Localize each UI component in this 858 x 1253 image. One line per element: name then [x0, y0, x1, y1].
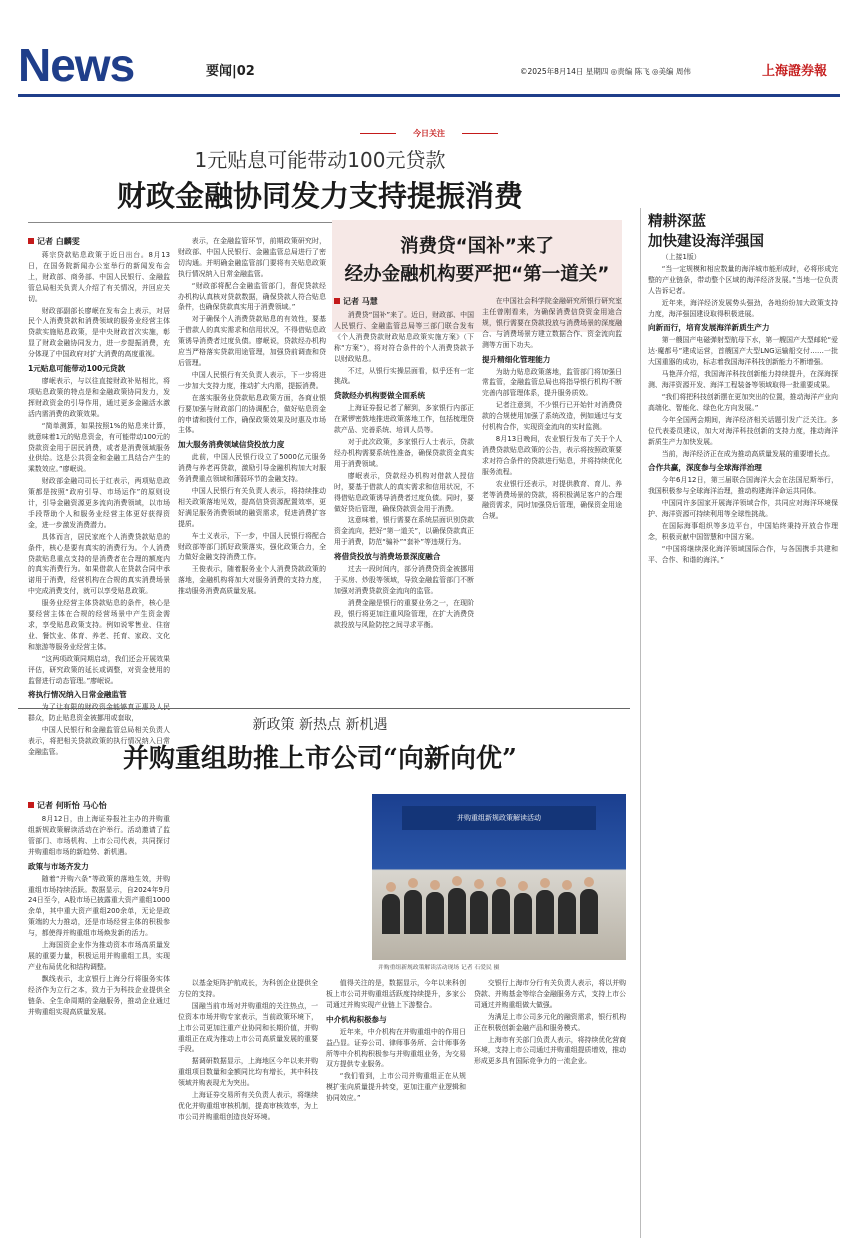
lead-c1-p5: 财政部金融司司长于红表示，两项贴息政策都是按照“政府引导、市场运作”的原则设计，引导金融资源更多流向消费领域，以市场手段帮助个人和服务业经营主体更好获得资金，进一步激发消费潜力。 — [28, 477, 170, 529]
box-c2-p2: 为助力贴息政策落地，监管部门将加强日常监管，金融监管总局也将指导银行机构不断完善内部管理体系，提升服务质效。 — [482, 367, 622, 398]
column-divider — [640, 208, 641, 1238]
box-c1-p8: 过去一段时间内，部分消费贷资金被挪用于买房、炒股等领域，导致金融监管部门不断加强对消费贷款资金流向的监管。 — [334, 565, 474, 595]
paper-name: 上海證券報 — [762, 64, 828, 79]
lead-title: 财政金融协同发力支持提振消费 — [116, 179, 523, 213]
second-byline-text: 记者 何昕怡 马心怡 — [37, 801, 107, 810]
box-c1-p0: 消费贷“国补”来了。近日，财政部、中国人民银行、金融监管总局等三部门联合发布《个人消费贷款财政贴息政策实施方案》（下称“方案”），将对符合条件的个人消费贷款予以财政贴息。 — [334, 311, 474, 363]
byline-marker-icon — [334, 298, 340, 304]
lead-c2-p6: 此前，中国人民银行设立了5000亿元服务消费与养老再贷款，激励引导金融机构加大对服务消费重点领域和薄弱环节的金融支持。 — [178, 453, 326, 484]
focus-tag: 今日关注 — [352, 128, 506, 138]
byline-marker-icon — [28, 802, 34, 808]
second-c1-p0: 8月12日，由上海证券报社主办的并购重组新规政策解读活动在沪举行。活动邀请了监管部门、市场机构、上市公司代表，共同探讨并购重组市场的新趋势、新机遇。 — [28, 815, 170, 856]
second-c2-p2: 据调研数据显示，上海地区今年以来并购重组项目数量和金额同比均有增长，其中科技领域并购表现尤为突出。 — [178, 1057, 318, 1088]
second-title: 并购重组助推上市公司“向新向优” — [123, 744, 517, 774]
photo-head — [562, 880, 572, 890]
second-byline — [28, 800, 107, 811]
second-column-3 — [326, 978, 466, 1242]
box-byline-text: 记者 马慧 — [343, 297, 378, 306]
second-c4-p2: 上海市有关部门负责人表示，将持续优化营商环境，支持上市公司通过并购重组提质增效，推动形成更多具有国际竞争力的一流企业。 — [474, 1035, 626, 1066]
side-p1: “当一定规模和相应数量的海洋城市能形成时，必将形成完整的产业链条，带动整个区域的海洋经济发展。”当地一位负责人告诉记者。 — [648, 264, 838, 295]
box-c2-p4: 8月13日晚间，农业银行发布了关于个人消费贷款贴息政策的公告，表示将按照政策要求对符合条件的贷款进行贴息，并将持续优化服务流程。 — [482, 434, 622, 476]
second-c3-p2: 近年来，中介机构在并购重组中的作用日益凸显。证券公司、律师事务所、会计师事务所等中介机构积极参与并购重组业务，为交易双方提供专业服务。 — [326, 1027, 466, 1069]
box-c1-h1: 贷款经办机构要做全面系统 — [334, 391, 426, 401]
photo-banner — [402, 806, 596, 830]
side-title-2: 加快建设海洋强国 — [648, 234, 764, 250]
second-c3-p0: 值得关注的是，数据显示，今年以来科创板上市公司并购重组活跃度持续提升，多家公司通过并购实现产业链上下游整合。 — [326, 979, 466, 1009]
lead-c2-p7: 中国人民银行有关负责人表示，将持续推动相关政策落地见效，提高信贷资源配置效率，更好满足服务消费领域的融资需求，促进消费扩容提质。 — [178, 487, 326, 528]
photo-person — [470, 891, 488, 934]
box-byline — [334, 296, 378, 307]
side-p8: 当前，海洋经济正在成为推动高质量发展的重要增长点。 — [661, 449, 835, 458]
box-c1-p6: 这意味着，银行需要在系统层面识别贷款资金流向，把好“第一道关”，以确保贷款真正用于消费，防范“骗补”“套补”等违规行为。 — [334, 516, 474, 547]
second-c2-p1: 国融当前市场对并购重组的关注热点，一位资本市场并购专家表示，当前政策环境下，上市公司更加注重产业协同和长期价值，并购重组正在成为推动上市公司高质量发展的重要手段。 — [178, 1001, 318, 1054]
lead-c1-p8: “这两项政策同期启动，我们还会开展效果评估，研究政策的延长或调整，对资金使用的监督进行动态管理。”廖岷说。 — [28, 654, 170, 685]
photo-head — [474, 879, 484, 889]
lead-c2-p4: 在落实服务业贷款贴息政策方面，各商业银行要加强与财政部门的协调配合，做好贴息资金的申请和拨付工作，确保政策效果及时惠及市场主体。 — [178, 393, 326, 435]
box-c1-h2: 将借贷投放与消费场景深度融合 — [334, 552, 441, 562]
photo-caption: 并购重组新规政策解读活动现场 记者 石爱民 摄 — [378, 965, 500, 971]
lead-c1-p3: 廖岷表示，与以往直接财政补贴相比，将项贴息政策的特点是和金融政策协同发力，发挥财政资金的引导作用，通过更多金融活水激活内需消费的政策效果。 — [28, 377, 170, 418]
box-c2-h1: 提升精细化管理能力 — [482, 354, 551, 364]
lead-c1-p10: 群众，防止贴息资金被挪用或套取， — [28, 714, 139, 723]
photo-person — [492, 889, 510, 934]
photo-person — [426, 892, 444, 934]
box-c2-p3: 记者注意到，不少银行已开始针对消费贷款的合规使用加强了系统改造，例如通过与支付机构合作，实现资金流向的实时监测。 — [482, 401, 622, 432]
second-column-2 — [178, 978, 318, 1242]
lead-column-2 — [178, 236, 326, 700]
side-p11: 中国同许多国家开展海洋领域合作，共同应对海洋环境保护、海洋资源可持续利用等全球性挑战。 — [648, 499, 838, 519]
second-column-1 — [28, 814, 170, 1242]
lead-c2-p2: 对于确保个人消费贷款贴息的有效性，要基于借款人的真实需求和信用状况，不得借贴息政策诱导消费者过度负债。廖岷说，贷款经办机构应当严格落实贷款用途管理，加强贷前调查和贷后管理。 — [178, 315, 326, 367]
second-subtitle: 新政策 新热点 新机遇 — [252, 717, 388, 733]
lead-subtitle: 1元贴息可能带动100元贷款 — [194, 148, 446, 172]
side-p10: 今年6月12日，第三届联合国海洋大会在法国尼斯举行，我国积极参与全球海洋治理，推动构建海洋命运共同体。 — [648, 476, 838, 496]
second-c3-h1: 中介机构积极参与 — [326, 1014, 387, 1024]
photo-head — [584, 877, 594, 887]
side-p0: （上接1版） — [661, 253, 701, 261]
byline-marker-icon — [28, 238, 34, 244]
box-c1-p9: 消费金融是银行的重要业务之一，在现阶段，银行将更加注重风险管理，在扩大消费贷款投放与风险防控之间寻求平衡。 — [334, 598, 474, 629]
box-c2-p5: 农业银行还表示，对提供教育、育儿、养老等消费场景的贷款，将积极满足客户的合理融资需求，同时加强贷后管理，确保资金用途合规。 — [482, 479, 622, 521]
lead-c2-p9: 王俊表示，随着服务业个人消费贷款政策的落地，金融机构将加大对服务消费的支持力度，推动服务消费高质量发展。 — [178, 565, 326, 596]
photo-person — [382, 894, 400, 934]
lead-c1-p11: 中国人民银行和金融监管总局相关负责人表示，将把相关贷款政策的执行情况纳入日常金融监管。 — [28, 726, 170, 757]
lead-c2-p3: 中国人民银行有关负责人表示，下一步将进一步加大支持力度，推动扩大内需，提振消费。 — [178, 370, 326, 390]
side-p2: 近年来，海洋经济发展势头强劲，各地纷纷加大政策支持力度，海洋强国建设取得积极进展。 — [648, 298, 838, 318]
lead-c1-h1: 1元贴息可能带动100元贷款 — [28, 364, 126, 374]
photo-head — [386, 882, 396, 892]
box-c1-p4: 对于此次政策，多家银行人士表示，贷款经办机构需要系统性准备，确保贷款资金真实用于消费领域。 — [334, 438, 474, 468]
box-column-2 — [482, 296, 622, 702]
box-column-1 — [334, 310, 474, 702]
lead-c2-p0: 表示，在金融监管环节，前期政策研究时，财政部、中国人民银行、金融监管总局进行了密切沟通。并明确金融监管部门要将有关贴息政策执行情况纳入日常金融监管。 — [178, 237, 326, 278]
photo-head — [452, 876, 462, 886]
second-c3-p3: “我们看到，上市公司并购重组正在从规模扩张向质量提升转变，更加注重产业逻辑和协同效应。” — [326, 1072, 466, 1103]
photo-person — [514, 893, 532, 934]
box-headline-2: 经办金融机构要严把“第一道关” — [344, 264, 610, 285]
photo-people — [382, 874, 616, 934]
second-c4-p0: 交银行上海市分行有关负责人表示，将以并购贷款、并购基金等综合金融服务方式，支持上市公司通过并购重组做大做强。 — [474, 979, 626, 1009]
second-c1-p4: 飘线表示，北京银行上海分行将服务实体经济作为立行之本，致力于为科技企业提供全链条、全生命周期的金融服务，推动企业通过并购重组实现高质量发展。 — [28, 974, 170, 1016]
side-p5: 马艳萍介绍，我国海洋科技创新能力持续提升，在深海探测、海洋资源开发、海洋工程装备等领域取得一批重要成果。 — [648, 370, 838, 390]
second-c1-h1: 政策与市场齐发力 — [28, 861, 89, 871]
side-h2: 合作共赢，深度参与全球海洋治理 — [648, 463, 762, 473]
photo-head — [496, 877, 506, 887]
photo-banner-text: 并购重组新规政策解读活动 — [457, 814, 541, 822]
second-c4-p1: 为满足上市公司多元化的融资需求，银行机构正在积极创新金融产品和服务模式。 — [474, 1012, 626, 1032]
side-title-1: 精耕深蓝 — [648, 214, 706, 230]
photo-person — [404, 890, 422, 934]
second-c2-p3: 上海证券交易所有关负责人表示，将继续优化并购重组审核机制，提高审核效率，为上市公司并购重组创造良好环境。 — [178, 1091, 318, 1121]
second-c2-p0: 以基金矩阵护航成长，为科创企业提供全方位的支持。 — [178, 979, 318, 998]
issue-info: ©2025年8月14日 星期四 ◎责编 陈飞 ◎美编 周伟 — [520, 67, 691, 76]
photo-head — [430, 880, 440, 890]
lead-byline-text: 记者 白麟雯 — [37, 237, 80, 246]
lead-c1-p0: 蒋宗贷款贴息政策于近日出台。8月13日，在国务院新闻办公室举行的新闻发布会上，财政部、商务部、中国人民银行、金融监管总局相关负责人介绍了有关情况，并回应关切。 — [28, 251, 170, 303]
side-p4: 第一艘国产电磁弹射型航母下水，第一艘国产大型邮轮“爱达·魔都号”建成运营，首艘国产大型LNG运输船交付……一批大国重器的成功，标志着我国海洋科技创新能力不断增强。 — [648, 336, 838, 367]
news-logo: News — [18, 39, 135, 91]
box-headline-1: 消费贷“国补”来了 — [400, 236, 554, 257]
side-p12: 在国际海事组织等多边平台，中国始终秉持开放合作理念，积极贡献中国智慧和中国方案。 — [648, 522, 838, 541]
masthead-rule — [18, 94, 840, 97]
photo-head — [540, 878, 550, 888]
photo-head — [408, 878, 418, 888]
box-c1-p3: 上海证券报记者了解到，多家银行内部正在紧锣密鼓地推进政策落地工作，包括梳理贷款产品、完善系统、培训人员等。 — [334, 404, 474, 435]
photo-person — [536, 890, 554, 934]
event-photo — [372, 794, 626, 960]
photo-person — [448, 888, 466, 934]
lead-c1-p4: “简单测算，如果按照1%的贴息来计算，就意味着1元的贴息资金，有可能带动100元的贷款资金用于居民消费，或者是消费领域服务业供给。这是公共资金和金融工具结合产生的乘数效应。”廖岷说。 — [28, 421, 170, 474]
second-c1-p2: 随着“并购六条”等政策的落地生效，并购重组市场持续活跃。数据显示，自2024年9月24日至今，A股市场已披露重大资产重组1000余单，其中重大资产重组200余单，无论是政策端的大力推动，还是市场经营主体的积极参与，都使得并购重组市场焕发新的活力。 — [28, 874, 170, 938]
box-c1-p5: 廖岷表示，贷款经办机构对借款人授信时，要基于借款人的真实需求和信用状况，不得借贴息政策诱导消费者过度负债。同时，要做好贷后管理，确保贷款资金用于消费。 — [334, 471, 474, 513]
box-c1-p1: 不过，从银行实操层面看，似乎还有一定挑战。 — [334, 366, 474, 386]
lead-c1-h2: 将执行情况纳入日常金融监管 — [28, 690, 127, 700]
photo-person — [558, 892, 576, 934]
section-label: 要闻|02 — [206, 64, 255, 79]
section-rule — [18, 708, 630, 709]
lead-c1-p1: 财政部副部长廖岷在发布会上表示，对居民个人消费贷款和消费领域的服务业经营主体贷款实施贴息政策，是中央财政首次实施，彰显了财政金融协同发力，进一步提振消费，充分体现了中国政府对扩大消费的高度重视。 — [28, 306, 170, 359]
masthead — [0, 0, 858, 100]
lead-column-1 — [28, 250, 170, 757]
lead-c1-p6: 具体而言，居民家庭个人消费贷款贴息的条件，核心是要有真实的消费行为。个人消费贷款贴息重点支持的是消费者在合理的额度内的真实消费行为。如果借款人在贷款合同中承诺用于消费，经营机构在合规的真实消费场景中完成消费支付，就可以享受贴息政策。 — [28, 532, 170, 596]
second-column-4 — [474, 978, 626, 1242]
side-column — [648, 252, 838, 1242]
side-h1: 向新而行，培育发展海洋新质生产力 — [648, 323, 770, 333]
side-p6: “我们将把科技创新摆在更加突出的位置，推动海洋产业向高端化、智能化、绿色化方向发展。” — [648, 392, 838, 412]
lead-c2-p1: “财政部将配合金融监管部门，督促贷款经办机构认真核对贷款数据，确保贷款人符合贴息条件，也确保贷款真实用于消费领域。” — [178, 281, 326, 312]
box-c2-p0: 在中国社会科学院金融研究所银行研究室主任曾刚看来，为确保消费信贷资金用途合规，银行需要在贷款投放与消费场景的深度融合、与消费场景方建立数据合作、资金流向监测等方面下功夫。 — [482, 297, 622, 349]
lead-c2-p8: 车士义表示，下一步，中国人民银行将配合财政部等部门抓好政策落实，强化政策合力，全力做好金融支持消费工作。 — [178, 531, 326, 562]
side-p13: “中国将继续深化海洋领域国际合作，与各国携手共建和平、合作、和谐的海洋。” — [648, 544, 838, 564]
lead-c2-h1: 加大服务消费领域信贷投放力度 — [178, 440, 285, 450]
lead-byline — [28, 236, 80, 247]
lead-c1-p7: 服务业经营主体贷款贴息的条件，核心是要经营主体在合规的经营场景中产生资金需求，享受贴息政策支持。例如说零售业、住宿业、餐饮业、体育、养老、托育、家政、文化和旅游等服务业经营主体。 — [28, 599, 170, 651]
photo-person — [580, 889, 598, 934]
photo-head — [518, 881, 528, 891]
second-c1-p3: 上海国资企业作为推动资本市场高质量发展的重要力量，积极运用并购重组工具，实现产业布局优化和结构调整。 — [28, 941, 170, 971]
side-p7: 今年全国两会期间，海洋经济相关话题引发广泛关注。多位代表委员建议，加大对海洋科技创新的支持力度，推动海洋新质生产力加快发展。 — [648, 415, 838, 446]
